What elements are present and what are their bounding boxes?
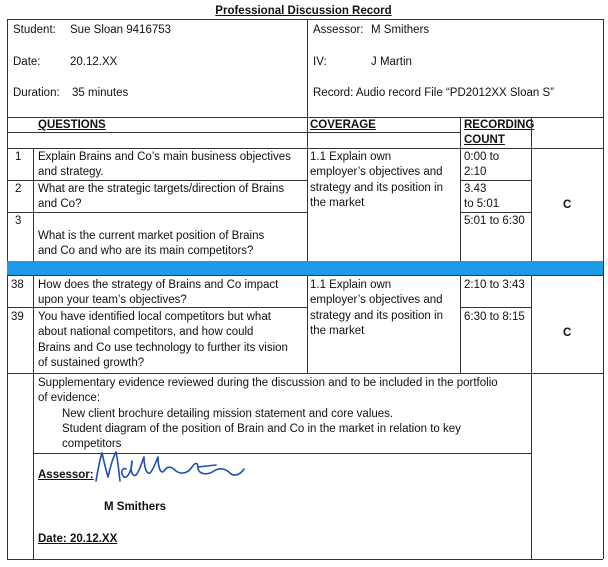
col-line-coverage-b — [307, 275, 308, 373]
supplementary-line-1: Supplementary evidence reviewed during the discussion and to be included in the portfolio — [38, 377, 498, 389]
row-39-question-line-2: about national competitors, and how could — [38, 326, 254, 338]
signature-assessor-label: Assessor: — [38, 469, 94, 481]
col-header-recording: RECORDING — [464, 119, 535, 131]
row-39-question-line-3: Brains and Co use technology to further its vision — [38, 342, 288, 354]
coverage-a-line-4: the market — [310, 197, 365, 209]
row-1-question-line-1: Explain Brains and Co’s main business objectives — [38, 151, 291, 163]
frame-left — [7, 19, 8, 559]
row-1-count-line-2: 2:10 — [464, 166, 487, 178]
row-2-question-line-2: and Co? — [38, 198, 82, 210]
col-line-coverage-a — [307, 117, 308, 261]
row-38-count: 2:10 to 3:43 — [464, 279, 525, 291]
row-3-count: 5:01 to 6:30 — [464, 215, 525, 227]
col-header-count: COUNT — [464, 134, 505, 146]
col-header-coverage: COVERAGE — [310, 119, 376, 131]
col-line-num-a — [33, 148, 34, 261]
iv-value: J Martin — [371, 56, 412, 68]
row-39-question-line-1: You have identified local competitors but what — [38, 311, 271, 323]
col-line-count-a — [460, 117, 461, 261]
highlight-row — [7, 261, 603, 275]
frame-bottom — [7, 559, 603, 560]
count-line-38 — [460, 307, 531, 308]
row-39-count: 6:30 to 8:15 — [464, 311, 525, 323]
coverage-b-line-4: the market — [310, 325, 365, 337]
row-3-number: 3 — [15, 215, 22, 227]
coverage-b-line-1: 1.1 Explain own — [310, 279, 392, 291]
row-39-question-line-4: of sustained growth? — [38, 357, 145, 369]
row-2-count-line-2: to 5:01 — [464, 198, 500, 210]
evidence-item-2-line-1: Student diagram of the position of Brain and Co in the market in relation to key — [62, 423, 461, 435]
coverage-a-line-3: strategy and its position in — [310, 182, 443, 194]
row-39-number: 39 — [11, 311, 24, 323]
footer-right-line — [531, 373, 532, 559]
col-line-count-b — [460, 275, 461, 373]
student-value: Sue Sloan 9416753 — [70, 24, 172, 36]
duration-value: 35 minutes — [72, 87, 129, 99]
coverage-b-line-2: employer’s objectives and — [310, 294, 443, 306]
row-2-question-line-1: What are the strategic targets/direction of Brains — [38, 183, 285, 195]
section-b-top — [7, 275, 603, 276]
row-3-question-line-2: and Co and who are its main competitors? — [38, 245, 254, 257]
row-1-question-line-2: and strategy. — [38, 166, 104, 178]
row-38-number: 38 — [11, 279, 24, 291]
coverage-b-line-3: strategy and its position in — [310, 310, 443, 322]
col-line-num-b — [33, 275, 34, 373]
col-header-questions: QUESTIONS — [38, 119, 106, 131]
frame-right — [603, 19, 604, 559]
header-underline-mid — [307, 132, 460, 133]
row-2-count-line-1: 3.43 — [464, 183, 487, 195]
document-title: Professional Discussion Record — [215, 5, 392, 17]
row-38-question-line-2: upon your team’s objectives? — [38, 294, 187, 306]
date-value: 20.12.XX — [70, 56, 118, 68]
row-1-count-line-1: 0:00 to — [464, 151, 500, 163]
header-divider — [307, 19, 308, 117]
iv-label: IV: — [313, 56, 327, 68]
frame-top — [7, 19, 603, 20]
col-line-grade-a — [531, 117, 532, 261]
row-3-question-line-1: What is the current market position of Brains — [38, 230, 265, 242]
coverage-a-line-1: 1.1 Explain own — [310, 151, 392, 163]
duration-label: Duration: — [13, 87, 60, 99]
assessor-label: Assessor: — [313, 24, 364, 36]
signature-date: Date: 20.12.XX — [38, 533, 118, 545]
table-header-bottom — [7, 148, 603, 149]
student-label: Student: — [13, 24, 56, 36]
assessor-value: M Smithers — [371, 24, 430, 36]
grade-a: C — [563, 199, 572, 211]
coverage-a-line-2: employer’s objectives and — [310, 166, 443, 178]
assessor-signature — [92, 447, 252, 487]
row-2-number: 2 — [15, 183, 22, 195]
assessor-printed-name: M Smithers — [104, 501, 166, 513]
record-reference: Record: Audio record File “PD2012XX Sloan S” — [313, 87, 554, 99]
header-underline-left — [7, 132, 307, 133]
grade-b: C — [563, 327, 572, 339]
row-38-question-line-1: How does the strategy of Brains and Co impact — [38, 279, 279, 291]
discussion-record-document — [4, 4, 603, 560]
col-line-grade-b — [531, 275, 532, 373]
supplementary-line-2: of evidence: — [38, 392, 101, 404]
section-b-bottom — [7, 373, 603, 374]
evidence-item-1: New client brochure detailing mission statement and core values. — [62, 408, 394, 420]
date-label: Date: — [13, 56, 41, 68]
evidence-item-2-line-2: competitors — [62, 438, 122, 450]
footer-left-line — [33, 373, 34, 559]
row-1-number: 1 — [15, 151, 22, 163]
